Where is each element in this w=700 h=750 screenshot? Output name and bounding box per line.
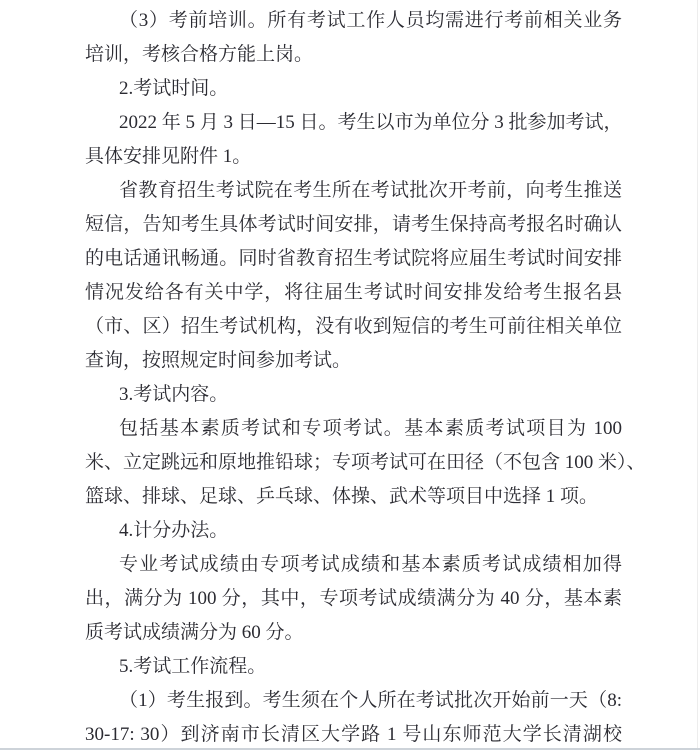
- text-line: （1）考生报到。考生须在个人所在考试批次开始前一天（8:: [119, 690, 622, 711]
- text-line: 省教育招生考试院在考生所在考试批次开考前，向考生推送: [119, 180, 622, 201]
- section-heading: 2.考试时间。: [119, 78, 229, 99]
- text-line: 30-17: 30）到济南市长清区大学路 1 号山东师范大学长清湖校: [85, 724, 622, 745]
- text-line: 培训，考核合格方能上岗。: [85, 44, 314, 65]
- text-line: 包括基本素质考试和专项考试。基本素质考试项目为 100: [119, 418, 622, 439]
- section-heading: 5.考试工作流程。: [119, 656, 267, 677]
- text-line: 出，满分为 100 分，其中，专项考试成绩满分为 40 分，基本素: [85, 588, 622, 609]
- text-line: （3）考前培训。所有考试工作人员均需进行考前相关业务: [119, 10, 622, 31]
- text-line: 情况发给各有关中学，将往届生考试时间安排发给考生报名县: [85, 282, 622, 303]
- text-line: 2022 年 5 月 3 日—15 日。考生以市为单位分 3 批参加考试，: [119, 112, 623, 133]
- text-line: 的电话通讯畅通。同时省教育招生考试院将应届生考试时间安排: [85, 248, 622, 269]
- text-line: 质考试成绩满分为 60 分。: [85, 622, 304, 643]
- text-line: 具体安排见附件 1。: [85, 146, 252, 167]
- text-line: 米、立定跳远和原地推铅球；专项考试可在田径（不包含 100 米）、: [85, 452, 646, 473]
- text-line: 查询，按照规定时间参加考试。: [85, 350, 352, 371]
- text-line: 专业考试成绩由专项考试成绩和基本素质考试成绩相加得: [119, 554, 622, 575]
- section-heading: 3.考试内容。: [119, 384, 229, 405]
- document-text-block: [85, 4, 646, 750]
- text-line: （市、区）招生考试机构，没有收到短信的考生可前往相关单位: [85, 316, 622, 337]
- page-right-edge-line: [697, 0, 698, 750]
- text-line: 篮球、排球、足球、乒乓球、体操、武术等项目中选择 1 项。: [85, 486, 599, 507]
- text-line: 短信，告知考生具体考试时间安排，请考生保持高考报名时确认: [85, 214, 622, 235]
- section-heading: 4.计分办法。: [119, 520, 229, 541]
